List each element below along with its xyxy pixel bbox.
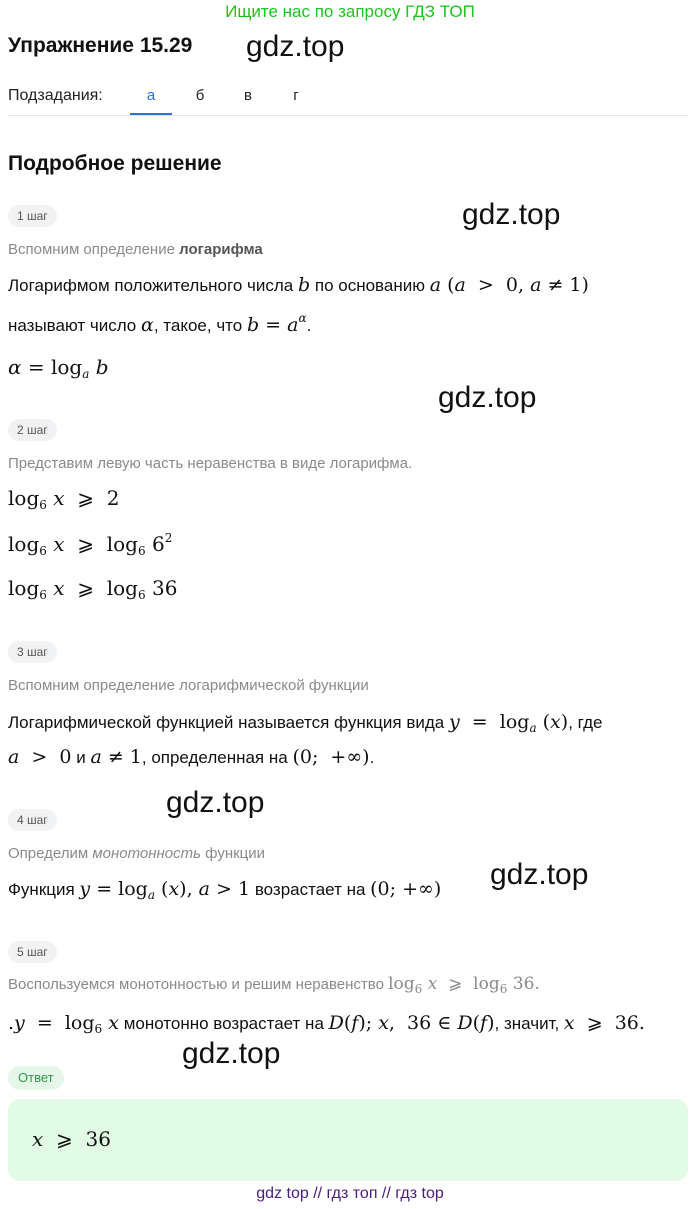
tab-a[interactable]: а [146, 87, 156, 104]
answer-badge: Ответ [8, 1066, 64, 1090]
step-2-hint: Представим левую часть неравенства в виде логарифма. [8, 455, 413, 472]
step-3-line-2: a > 0 и a ≠ 1, определенная на (0; +∞). [8, 746, 375, 768]
step-1-line-2: называют число α, такое, что $b = a^\alpha$. [8, 311, 312, 336]
watermark: gdz.top [462, 198, 561, 231]
subtasks-label: Подзадания: [8, 87, 103, 104]
formula-step2-3: $\log_6 x$ ⩾ $\log_6 36$ [8, 576, 178, 602]
tab-b[interactable]: б [195, 87, 205, 104]
step-5-hint: Воспользуемся монотонностью и решим неравенство $\log_6 x$ ⩾ $\log_6 36$. [8, 974, 540, 996]
formula-step2-1: $\log_6 x$ ⩾ 2 [8, 486, 120, 512]
step-5-line: $.y = \log_6 x$ монотонно возрастает на D(f); x, 36 ∈ D(f), значит, x ⩾ 36. [8, 1012, 645, 1036]
step-4-hint: Определим монотонность функции [8, 845, 266, 862]
answer-value: x ⩾ 36 [32, 1127, 111, 1151]
watermark: gdz.top [490, 858, 589, 891]
step-3-hint: Вспомним определение логарифмической функции [8, 677, 369, 694]
active-tab-indicator [130, 113, 172, 115]
tab-g[interactable]: г [293, 87, 299, 104]
watermark: gdz.top [246, 30, 345, 63]
step-badge-3: 3 шаг [8, 641, 57, 663]
top-banner[interactable]: Ищите нас по запросу ГДЗ ТОП [225, 2, 475, 21]
watermark: gdz.top [182, 1037, 281, 1070]
watermark: gdz.top [438, 381, 537, 414]
tab-v[interactable]: в [244, 87, 252, 104]
step-badge-5: 5 шаг [8, 941, 57, 963]
solution-heading: Подробное решение [8, 152, 222, 175]
formula-step2-2: $\log_6 x$ ⩾ $\log_6 6^2$ [8, 531, 173, 558]
formula-log-def: $\alpha = \log_a b$ [8, 355, 109, 381]
step-badge-2: 2 шаг [8, 419, 57, 441]
footer-links[interactable]: gdz top // гдз топ // гдз top [256, 1185, 444, 1202]
subtasks-divider [8, 115, 688, 116]
step-3-line-1: Логарифмической функцией называется функция вида $y = \log_a (x)$, где [8, 711, 603, 735]
page-title: Упражнение 15.29 [8, 34, 193, 57]
step-badge-1: 1 шаг [8, 205, 57, 227]
step-4-line: Функция $y = \log_a (x)$, a > 1 возрастает на (0; +∞) [8, 878, 442, 902]
step-1-hint: Вспомним определение логарифма [8, 241, 263, 258]
watermark: gdz.top [166, 786, 265, 819]
step-badge-4: 4 шаг [8, 809, 57, 831]
step-1-line-1: Логарифмом положительного числа b по основанию a (a > 0, a ≠ 1) [8, 274, 589, 296]
